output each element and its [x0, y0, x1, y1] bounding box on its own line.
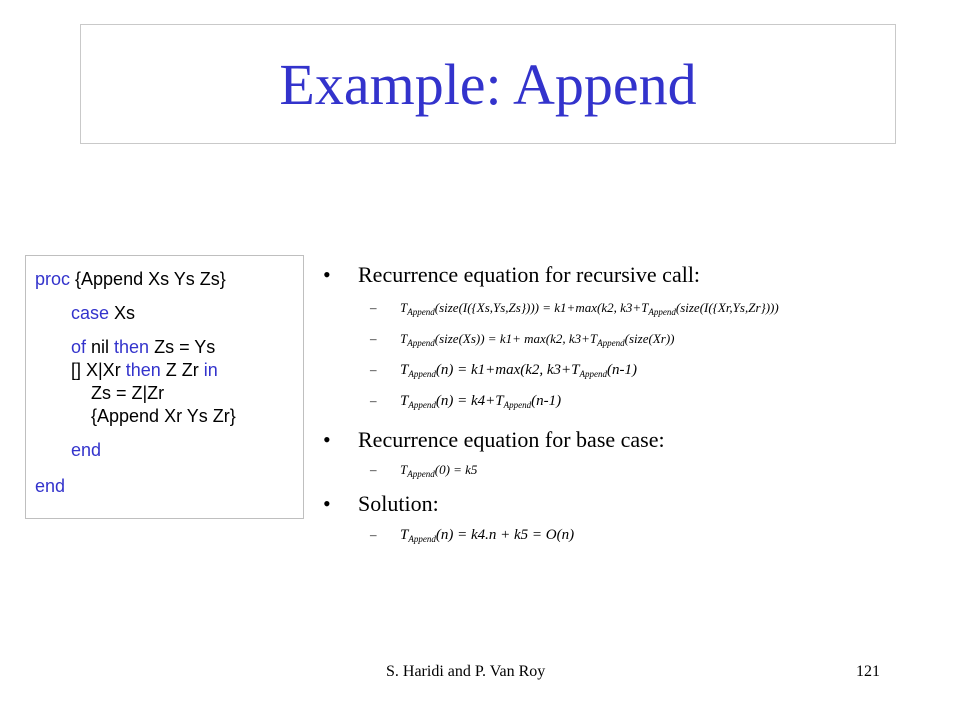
code-keyword: in: [203, 360, 218, 380]
code-line: [71, 360, 218, 380]
code-text: Zs = Ys: [149, 337, 216, 357]
code-line: [71, 303, 135, 323]
code-line: [71, 440, 101, 460]
code-keyword: then: [125, 360, 161, 380]
code-text: [] X|Xr: [71, 360, 126, 380]
bullet-text: Recurrence equation for base case:: [358, 427, 665, 452]
code-keyword: proc: [35, 269, 71, 289]
slide-title: Example: Append: [279, 51, 697, 117]
bullet-dot: •: [323, 491, 331, 516]
code-text: nil: [86, 337, 115, 357]
code-text: {Append Xr Ys Zr}: [91, 406, 236, 426]
equation-text: $T_{Append}(0) = k5$: [400, 462, 478, 479]
code-text: Zs = Z|Zr: [91, 383, 165, 403]
dash-marker: –: [370, 362, 377, 377]
equation-text: $T_{Append}(size(Xs)) = k1+ \max(k2$, $k3+T_{Append}(size(Xr))$: [400, 331, 675, 348]
code-keyword: end: [35, 476, 66, 496]
code-keyword: case: [71, 303, 110, 323]
bullet-text: Recurrence equation for recursive call:: [358, 262, 701, 287]
code-keyword: end: [71, 440, 102, 460]
equation-text: $T_{Append}(size(I(\{Xs,Ys,Zs\}))) = k1+\max(k2$, $k3+T_{Append}(size(I(\{Xr,Ys,Zr\})))$: [400, 300, 779, 317]
dash-marker: –: [370, 462, 377, 477]
equation-text: $T_{Append}(n) = k4.n + k5 = O(n)$: [400, 527, 575, 544]
code-text: Xs: [109, 303, 136, 323]
footer-author: S. Haridi and P. Van Roy: [386, 663, 546, 680]
dash-marker: –: [370, 300, 377, 315]
code-line: [91, 406, 236, 426]
equation-text: $T_{Append}(n) = k1+\max(k2$, $k3+T_{Append}(n-1)$: [400, 362, 638, 379]
title-box: [80, 24, 896, 144]
code-keyword: then: [114, 337, 150, 357]
code-text: {Append Xs Ys Zs}: [70, 269, 226, 289]
code-keyword: of: [71, 337, 87, 357]
code-text: Z Zr: [160, 360, 204, 380]
code-box: [25, 255, 304, 519]
code-line: [71, 337, 215, 357]
code-line: [91, 383, 164, 403]
dash-marker: –: [370, 331, 377, 346]
bullet-text: Solution:: [358, 491, 439, 516]
bullet-dot: •: [323, 427, 331, 452]
bullet-dot: •: [323, 262, 331, 287]
page-number: 121: [856, 663, 880, 680]
dash-marker: –: [370, 527, 377, 542]
code-line: [35, 269, 226, 289]
dash-marker: –: [370, 393, 377, 408]
code-line: [35, 476, 65, 496]
equation-text: $T_{Append}(n) = k4+T_{Append}(n-1)$: [400, 393, 562, 410]
